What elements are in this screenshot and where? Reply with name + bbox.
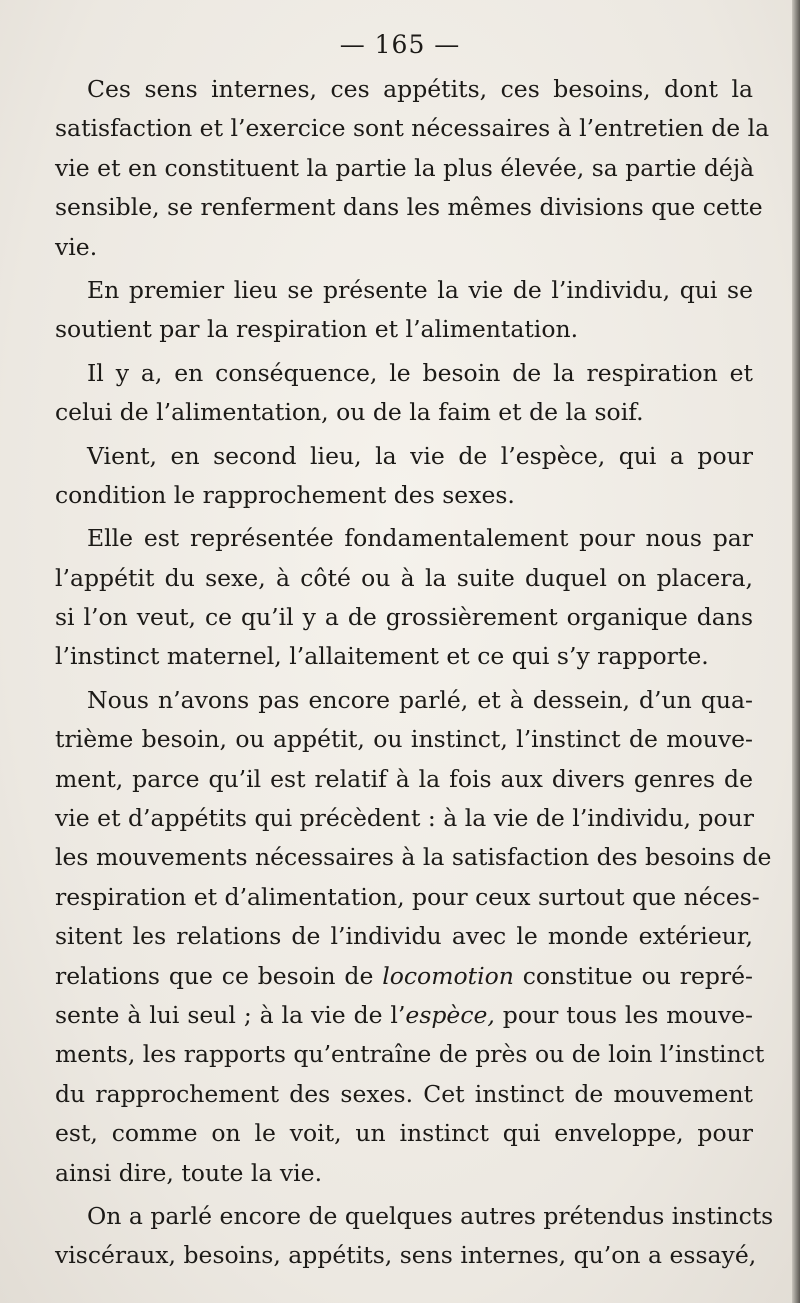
body-text [55,70,774,1276]
italic-term: espèce, [405,1000,495,1029]
text-line: sente à lui seul ; à la vie de l’espèce, pour tous les mouve- [55,1000,753,1029]
text-line: condition le rapprochement des sexes. [55,480,515,509]
text-line: ment, parce qu’il est relatif à la fois aux divers genres de [55,764,753,793]
text-line: celui de l’alimentation, ou de la faim et de la soif. [55,398,644,427]
text-line: Nous n’avons pas encore parlé, et à dessein, d’un qua- [87,685,753,714]
text-line: l’instinct maternel, l’allaitement et ce qui s’y rapporte. [55,642,709,671]
text-line: est, comme on le voit, un instinct qui enveloppe, pour [55,1119,753,1148]
text-line: On a parlé encore de quelques autres prétendus instincts [87,1201,774,1230]
text-line: trième besoin, ou appétit, ou instinct, l’instinct de mouve- [55,725,753,754]
text-line: l’appétit du sexe, à côté ou à la suite duquel on placera, [55,563,753,592]
text-line: Il y a, en conséquence, le besoin de la respiration et [87,358,753,387]
text-line: vie et d’appétits qui précèdent : à la vie de l’individu, pour [55,804,754,833]
text-line: vie. [55,232,98,261]
text-line: soutient par la respiration et l’alimentation. [55,315,579,344]
text-line: ments, les rapports qu’entraîne de près ou de loin l’instinct [55,1040,765,1069]
italic-term: locomotion [382,961,514,990]
text-line: Elle est représentée fondamentalement pour nous par [87,524,753,553]
text-line: les mouvements nécessaires à la satisfaction des besoins de [55,843,772,872]
text-line: En premier lieu se présente la vie de l’individu, qui se [87,275,753,304]
text-line: Vient, en second lieu, la vie de l’espèce, qui a pour [87,441,753,470]
text-line: sitent les relations de l’individu avec le monde extérieur, [55,922,753,951]
text-line: respiration et d’alimentation, pour ceux surtout que néces- [55,882,760,911]
text-line: si l’on veut, ce qu’il y a de grossièrement organique dans [55,603,753,632]
page-edge [792,0,800,1303]
text-line: relations que ce besoin de locomotion constitue ou repré- [55,961,753,990]
text-line: ainsi dire, toute la vie. [55,1158,323,1187]
page-number: — 165 — [339,30,461,59]
text-line: vie et en constituent la partie la plus élevée, sa partie déjà [55,153,755,182]
text-line: viscéraux, besoins, appétits, sens internes, qu’on a essayé, [55,1241,757,1270]
text-line: du rapprochement des sexes. Cet instinct de mouvement [55,1079,753,1108]
text-line: satisfaction et l’exercice sont nécessaires à l’entretien de la [55,114,770,143]
text-line: sensible, se renferment dans les mêmes divisions que cette [55,193,763,222]
text-line: Ces sens internes, ces appétits, ces besoins, dont la [87,75,753,103]
